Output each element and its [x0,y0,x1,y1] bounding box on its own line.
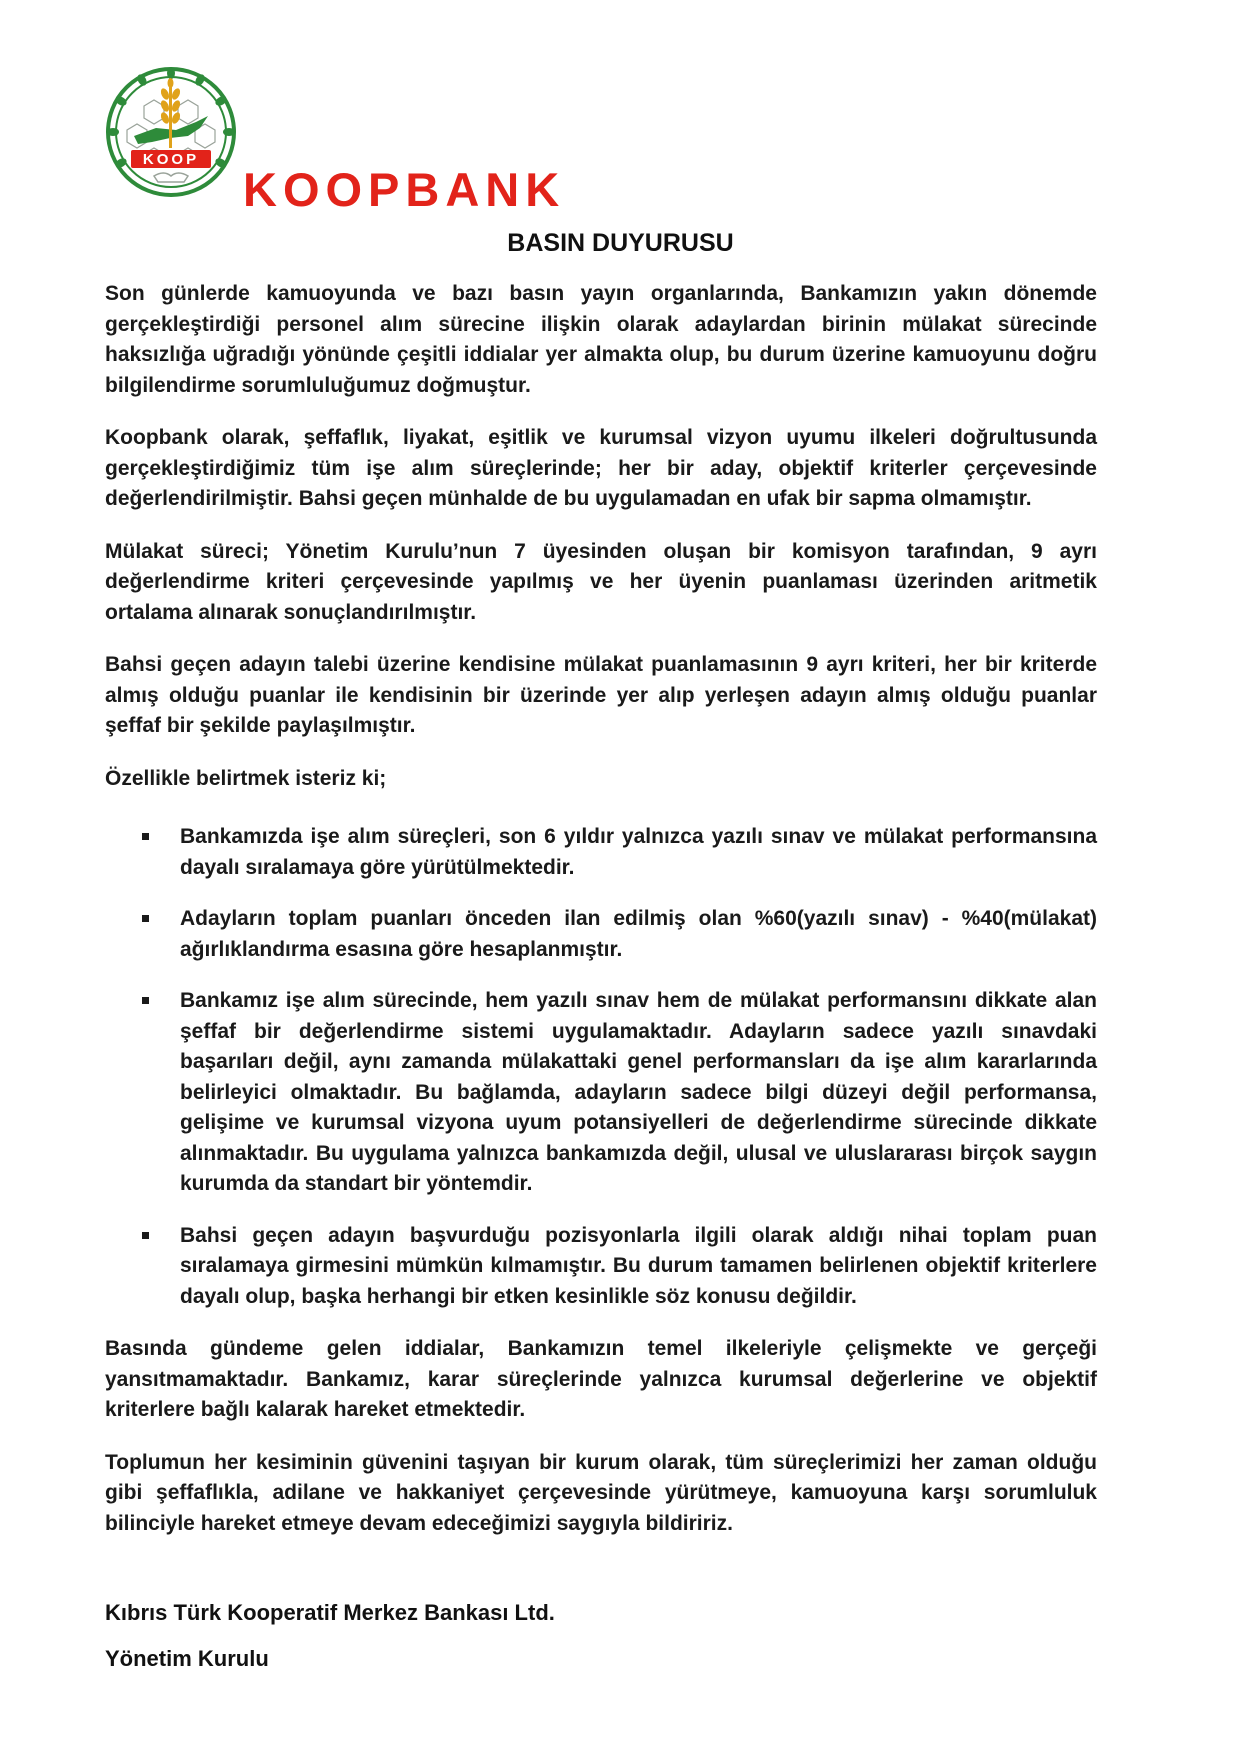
signature-block [105,1598,555,1690]
square-bullet-icon [142,833,149,840]
emblem-text: KOOP [142,151,200,168]
bullet-list [105,822,1097,1312]
paragraph-interview-process: Mülakat süreci; Yönetim Kurulu’nun 7 üyesinden oluşan bir komisyon tarafından, 9 ayrı değerlendirme kriteri çerçevesinde yapılmış ve her üyenin puanlaması üzerinden aritmetik ortalama alınarak sonuçlandırılmıştır. [105,539,1097,624]
list-item [105,822,1097,883]
square-bullet-icon [142,915,149,922]
paragraph-scores-shared: Bahsi geçen adayın talebi üzerine kendisine mülakat puanlamasının 9 ayrı kriteri, her bir kriterde almış olduğu puanlar ile kendisinin bir üzerinde yer alıp yerleşen adayın almış olduğu puanlar şeffaf bir şekilde paylaşılmıştır. [105,653,1097,737]
list-item-text: Adayların toplam puanları önceden ilan edilmiş olan %60(yazılı sınav) - %40(mülakat) ağırlıklandırma esasına göre hesaplanmıştır. [180,907,1097,961]
brand-wordmark: KOOPBANK [243,163,566,216]
document-title: BASIN DUYURUSU [507,229,734,257]
square-bullet-icon [142,1232,149,1239]
paragraph-closing: Toplumun her kesiminin güvenini taşıyan bir kurum olarak, tüm süreçlerimizi her zaman olduğu gibi şeffaflıkla, adilane ve hakkaniyet çerçevesinde yürütmeye, kamuoyuna karşı sorumluluk bilinciyle hareket etmeye devam edeceğimizi saygıyla bildiririz. [105,1450,1097,1535]
signature-unit: Yönetim Kurulu [105,1646,269,1671]
koop-emblem-icon [104,66,238,198]
signature-organization: Kıbrıs Türk Kooperatif Merkez Bankası Ltd. [105,1600,555,1625]
paragraph-emphasis: Özellikle belirtmek isteriz ki; [105,766,387,790]
square-bullet-icon [142,997,149,1004]
paragraph-claims-rejected: Basında gündeme gelen iddialar, Bankamızın temel ilkeleriyle çelişmekte ve gerçeği yansıtmamaktadır. Bankamız, karar süreçlerinde yalnızca kurumsal değerlerine ve objektif kriterlere bağlı kalarak hareket etmektedir. [105,1337,1097,1421]
paragraph-intro: Son günlerde kamuoyunda ve bazı basın yayın organlarında, Bankamızın yakın dönemde gerçekleştirdiği personel alım sürecine ilişkin olarak adaylardan birinin mülakat sürecinde haksızlığa uğradığı yönünde çeşitli iddialar yer almakta olup, bu durum üzerine kamuoyunu doğru bilgilendirme sorumluluğumuz doğmuştur. [105,282,1097,397]
list-item [105,1221,1097,1313]
list-item [105,904,1097,965]
document-body [105,279,1097,1561]
koopbank-logo [104,66,624,216]
list-item-text: Bankamız işe alım sürecinde, hem yazılı sınav hem de mülakat performansını dikkate alan şeffaf bir değerlendirme sistemi uygulamaktadır. Adayların sadece yazılı sınavdaki başarıları değil, aynı zamanda mülakattaki genel performansları da işe alım kararlarında belirleyici olmaktadır. Bu bağlamda, adayların sadece bilgi düzeyi değil performansa, gelişime ve kurumsal vizyona uyum potansiyelleri de değerlendirme sürecinde dikkate alınmaktadır. Bu uygulama yalnızca bankamızda değil, ulusal ve uluslararası birçok saygın kurumda da standart bir yöntemdir. [180,989,1097,1195]
list-item-text: Bankamızda işe alım süreçleri, son 6 yıldır yalnızca yazılı sınav ve mülakat performansına dayalı sıralamaya göre yürütülmektedir. [180,825,1097,879]
paragraph-transparency: Koopbank olarak, şeffaflık, liyakat, eşitlik ve kurumsal vizyon uyumu ilkeleri doğrultusunda gerçekleştirdiğimiz tüm işe alım süreçlerinde; her bir aday, objektif kriterler çerçevesinde değerlendirilmiştir. Bahsi geçen münhalde de bu uygulamadan en ufak bir sapma olmamıştır. [105,426,1097,510]
list-item [105,986,1097,1200]
list-item-text: Bahsi geçen adayın başvurduğu pozisyonlarla ilgili olarak aldığı nihai toplam puan sıralamaya girmesini mümkün kılmamıştır. Bu durum tamamen belirlenen objektif kriterlere dayalı olup, başka herhangi bir etken kesinlikle söz konusu değildir. [180,1223,1097,1308]
